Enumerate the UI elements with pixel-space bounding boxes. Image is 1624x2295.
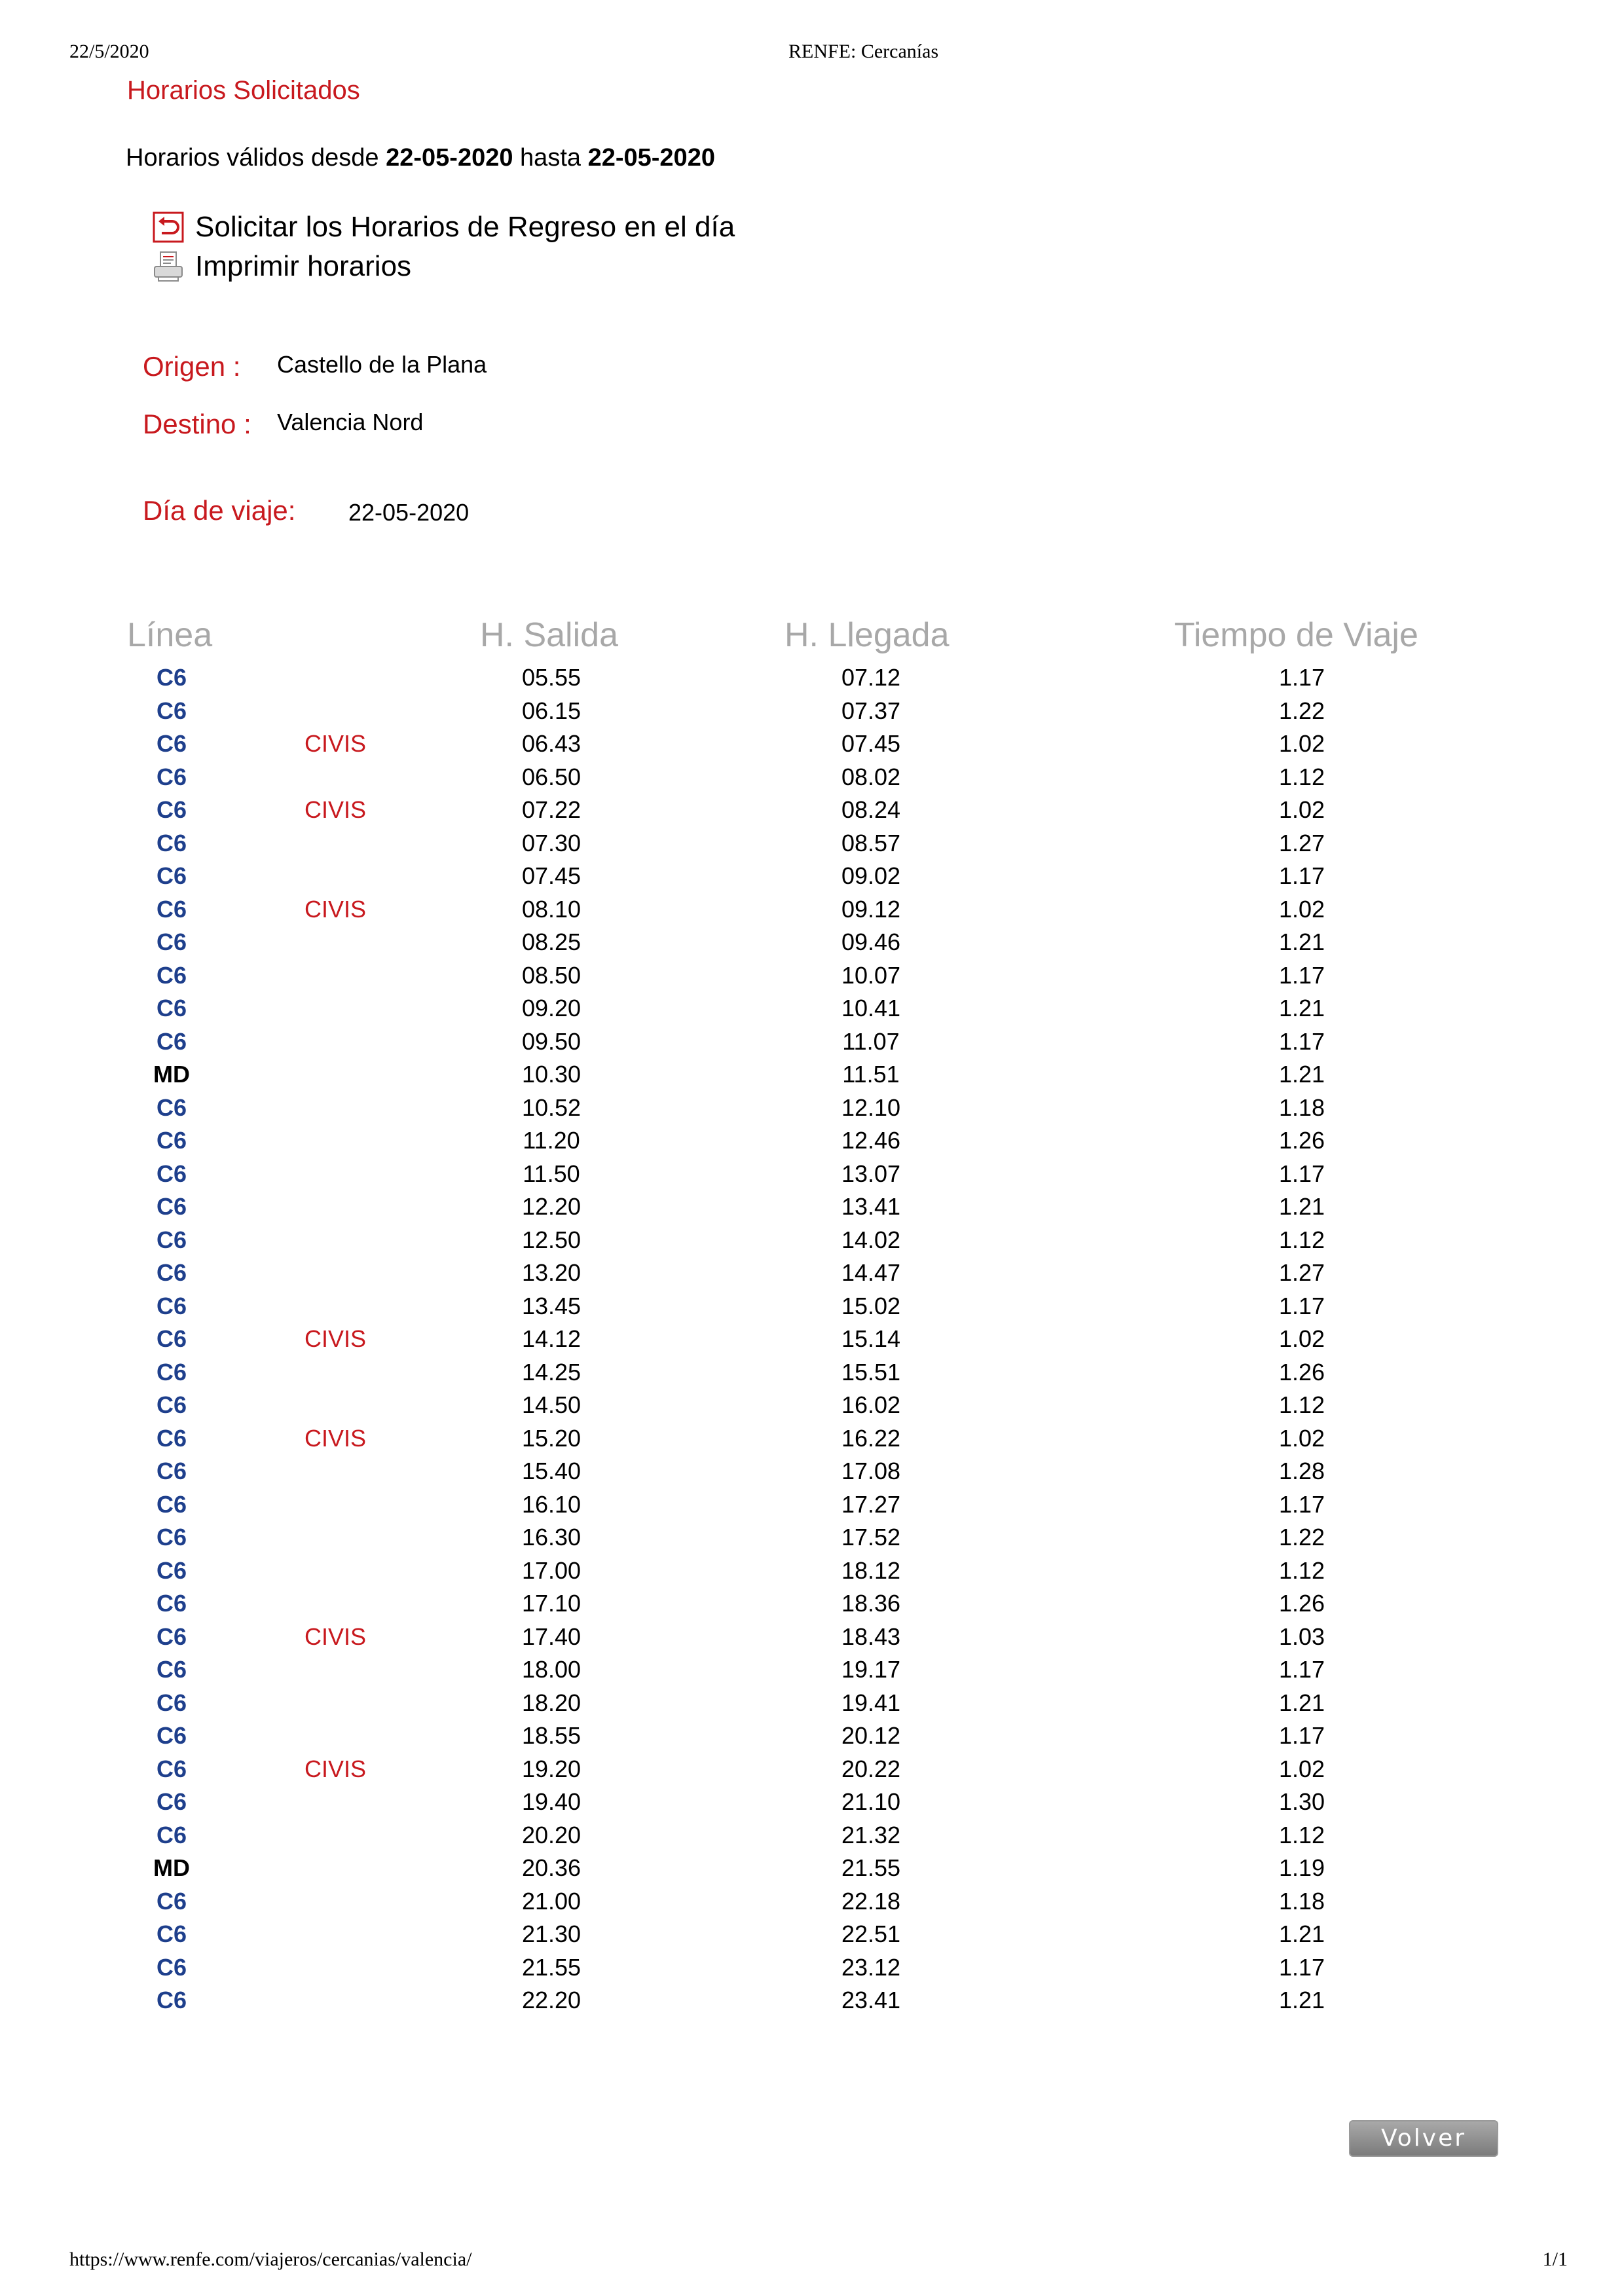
- arrival-time: 09.46: [841, 928, 901, 955]
- departure-time: 16.30: [521, 1524, 581, 1551]
- line-code: C6: [156, 1424, 187, 1452]
- table-row: [0, 761, 1624, 794]
- arrival-time: 14.47: [841, 1259, 901, 1286]
- departure-time: 06.15: [521, 697, 581, 724]
- departure-time: 20.20: [521, 1821, 581, 1848]
- travel-time: 1.12: [1278, 763, 1325, 790]
- line-code: C6: [156, 1458, 187, 1484]
- line-code: C6: [156, 1093, 187, 1121]
- travel-time: 1.02: [1278, 1325, 1325, 1352]
- line-code: C6: [156, 1292, 187, 1319]
- line-code: C6: [156, 1325, 187, 1352]
- header-travel-time: Tiempo de Viaje: [1174, 616, 1418, 654]
- travel-time: 1.17: [1278, 1160, 1325, 1187]
- printer-icon: [152, 250, 185, 283]
- arrival-time: 15.02: [841, 1292, 901, 1319]
- departure-time: 20.36: [521, 1854, 581, 1881]
- line-code: MD: [153, 1854, 190, 1881]
- train-type-tag: CIVIS: [304, 730, 367, 757]
- departure-time: 14.12: [521, 1325, 581, 1352]
- arrival-time: 10.41: [841, 995, 901, 1021]
- travel-day-label: Día de viaje:: [143, 495, 296, 526]
- departure-time: 09.20: [521, 995, 581, 1021]
- arrival-time: 21.10: [841, 1788, 901, 1815]
- table-row: [0, 1918, 1624, 1951]
- line-code: C6: [156, 1987, 187, 2013]
- return-schedule-link[interactable]: [152, 211, 735, 244]
- table-row: [0, 1984, 1624, 2017]
- table-row: [0, 893, 1624, 927]
- table-row: [0, 794, 1624, 827]
- print-date: 22/5/2020: [69, 41, 149, 62]
- table-row: [0, 1190, 1624, 1224]
- line-code: C6: [156, 730, 187, 757]
- travel-time: 1.12: [1278, 1821, 1325, 1848]
- arrival-time: 08.24: [841, 796, 901, 823]
- departure-time: 09.50: [521, 1027, 581, 1055]
- line-code: C6: [156, 1920, 187, 1947]
- line-code: C6: [156, 1358, 187, 1386]
- table-row: [0, 661, 1624, 695]
- travel-time: 1.02: [1278, 796, 1325, 823]
- departure-time: 08.10: [521, 895, 581, 923]
- departure-time: 10.30: [521, 1061, 581, 1088]
- table-row: [0, 1323, 1624, 1356]
- line-code: C6: [156, 995, 187, 1021]
- print-url: https://www.renfe.com/viajeros/cercanias/valencia/: [69, 2249, 472, 2270]
- train-type-tag: CIVIS: [304, 1755, 367, 1782]
- line-code: C6: [156, 1755, 187, 1782]
- validity-middle: hasta: [520, 144, 581, 172]
- arrival-time: 19.41: [841, 1689, 901, 1716]
- travel-time: 1.26: [1278, 1358, 1325, 1386]
- table-row: [0, 1852, 1624, 1885]
- travel-time: 1.02: [1278, 1424, 1325, 1452]
- line-code: C6: [156, 664, 187, 691]
- line-code: C6: [156, 1193, 187, 1220]
- table-row: [0, 1786, 1624, 1819]
- validity-from-date: 22-05-2020: [386, 144, 513, 172]
- travel-time: 1.12: [1278, 1226, 1325, 1253]
- departure-time: 18.20: [521, 1689, 581, 1716]
- travel-time: 1.22: [1278, 1524, 1325, 1551]
- arrival-time: 13.41: [841, 1193, 901, 1220]
- travel-time: 1.19: [1278, 1854, 1325, 1881]
- table-row: [0, 926, 1624, 959]
- departure-time: 11.50: [523, 1160, 580, 1187]
- departure-time: 15.20: [521, 1424, 581, 1452]
- line-code: C6: [156, 928, 187, 955]
- table-row: [0, 727, 1624, 761]
- travel-time: 1.02: [1278, 1755, 1325, 1782]
- travel-time: 1.17: [1278, 664, 1325, 691]
- travel-time: 1.17: [1278, 1292, 1325, 1319]
- arrival-time: 20.22: [841, 1755, 901, 1782]
- travel-time: 1.17: [1278, 1656, 1325, 1683]
- table-row: [0, 1653, 1624, 1687]
- travel-time: 1.02: [1278, 895, 1325, 923]
- line-code: C6: [156, 1127, 187, 1154]
- table-row: [0, 827, 1624, 860]
- arrival-time: 18.12: [841, 1556, 901, 1584]
- arrival-time: 13.07: [841, 1160, 901, 1187]
- travel-time: 1.12: [1278, 1556, 1325, 1584]
- departure-time: 07.22: [521, 796, 581, 823]
- travel-time: 1.17: [1278, 1953, 1325, 1981]
- arrival-time: 07.45: [841, 730, 901, 757]
- travel-time: 1.21: [1278, 1920, 1325, 1947]
- line-code: C6: [156, 1953, 187, 1981]
- departure-time: 06.43: [521, 730, 581, 757]
- line-code: C6: [156, 1689, 187, 1716]
- line-code: C6: [156, 862, 187, 889]
- line-code: C6: [156, 1590, 187, 1617]
- departure-time: 08.50: [521, 961, 581, 989]
- line-code: C6: [156, 697, 187, 724]
- departure-time: 14.25: [521, 1358, 581, 1386]
- departure-time: 22.20: [521, 1987, 581, 2013]
- table-row: [0, 1356, 1624, 1389]
- origin-value: Castello de la Plana: [277, 351, 487, 378]
- page-title: Horarios Solicitados: [127, 76, 360, 105]
- departure-time: 13.45: [521, 1292, 581, 1319]
- table-row: [0, 959, 1624, 993]
- travel-time: 1.21: [1278, 928, 1325, 955]
- travel-time: 1.17: [1278, 1027, 1325, 1055]
- departure-time: 14.50: [521, 1391, 581, 1418]
- table-row: [0, 1124, 1624, 1158]
- arrival-time: 17.27: [841, 1490, 901, 1518]
- travel-time: 1.03: [1278, 1623, 1325, 1650]
- destination-value: Valencia Nord: [277, 409, 424, 435]
- arrival-time: 08.57: [841, 829, 901, 856]
- line-code: C6: [156, 1160, 187, 1187]
- line-code: C6: [156, 1887, 187, 1915]
- header-line: Línea: [127, 616, 213, 654]
- travel-time: 1.18: [1278, 1093, 1325, 1121]
- departure-time: 13.20: [521, 1259, 581, 1286]
- table-row: [0, 1257, 1624, 1290]
- table-row: [0, 1025, 1624, 1059]
- travel-time: 1.21: [1278, 1193, 1325, 1220]
- table-row: [0, 860, 1624, 893]
- table-row: [0, 695, 1624, 728]
- line-code: C6: [156, 1391, 187, 1418]
- print-page-title: RENFE: Cercanías: [788, 41, 939, 62]
- line-code: C6: [156, 1556, 187, 1584]
- line-code: C6: [156, 895, 187, 923]
- table-row: [0, 1158, 1624, 1191]
- line-code: C6: [156, 1259, 187, 1286]
- table-row: [0, 1719, 1624, 1753]
- departure-time: 07.45: [521, 862, 581, 889]
- back-button[interactable]: Volver: [1349, 2120, 1498, 2157]
- arrival-time: 07.12: [841, 664, 901, 691]
- departure-time: 12.50: [521, 1226, 581, 1253]
- table-row: [0, 1389, 1624, 1422]
- header-departure: H. Salida: [480, 616, 618, 654]
- line-code: C6: [156, 829, 187, 856]
- table-row: [0, 1951, 1624, 1985]
- arrival-time: 11.07: [842, 1027, 900, 1055]
- departure-time: 17.00: [521, 1556, 581, 1584]
- train-type-tag: CIVIS: [304, 796, 367, 823]
- table-row: [0, 1488, 1624, 1522]
- line-code: C6: [156, 961, 187, 989]
- line-code: C6: [156, 1490, 187, 1518]
- departure-time: 18.00: [521, 1656, 581, 1683]
- departure-time: 18.55: [521, 1722, 581, 1749]
- arrival-time: 23.41: [841, 1987, 901, 2013]
- travel-time: 1.17: [1278, 862, 1325, 889]
- departure-time: 21.30: [521, 1920, 581, 1947]
- departure-time: 19.20: [521, 1755, 581, 1782]
- travel-time: 1.17: [1278, 961, 1325, 989]
- train-type-tag: CIVIS: [304, 1325, 367, 1352]
- table-row: [0, 1753, 1624, 1786]
- table-row: [0, 1290, 1624, 1323]
- line-code: C6: [156, 1623, 187, 1650]
- arrival-time: 16.22: [841, 1424, 901, 1452]
- travel-time: 1.26: [1278, 1590, 1325, 1617]
- travel-time: 1.21: [1278, 1987, 1325, 2013]
- departure-time: 16.10: [521, 1490, 581, 1518]
- timetable-body: [0, 661, 1624, 2017]
- arrival-time: 18.36: [841, 1590, 901, 1617]
- line-code: C6: [156, 1722, 187, 1749]
- travel-day-value: 22-05-2020: [348, 499, 470, 526]
- return-arrow-icon: [152, 211, 185, 244]
- departure-time: 06.50: [521, 763, 581, 790]
- print-schedule-label: Imprimir horarios: [195, 250, 412, 282]
- table-row: [0, 1058, 1624, 1092]
- header-arrival: H. Llegada: [784, 616, 950, 654]
- travel-time: 1.28: [1278, 1458, 1325, 1484]
- line-code: C6: [156, 1524, 187, 1551]
- departure-time: 12.20: [521, 1193, 581, 1220]
- arrival-time: 19.17: [841, 1656, 901, 1683]
- travel-time: 1.02: [1278, 730, 1325, 757]
- travel-time: 1.21: [1278, 1689, 1325, 1716]
- arrival-time: 12.10: [841, 1093, 901, 1121]
- departure-time: 17.40: [521, 1623, 581, 1650]
- arrival-time: 12.46: [841, 1127, 901, 1154]
- line-code: C6: [156, 1027, 187, 1055]
- destination-label: Destino :: [143, 409, 251, 439]
- table-row: [0, 1687, 1624, 1720]
- return-schedule-label: Solicitar los Horarios de Regreso en el día: [195, 211, 735, 243]
- table-row: [0, 1819, 1624, 1852]
- travel-time: 1.18: [1278, 1887, 1325, 1915]
- departure-time: 21.00: [521, 1887, 581, 1915]
- table-row: [0, 1521, 1624, 1554]
- table-row: [0, 1587, 1624, 1621]
- departure-time: 15.40: [521, 1458, 581, 1484]
- travel-time: 1.27: [1278, 829, 1325, 856]
- line-code: C6: [156, 763, 187, 790]
- travel-time: 1.17: [1278, 1722, 1325, 1749]
- arrival-time: 14.02: [841, 1226, 901, 1253]
- arrival-time: 17.08: [841, 1458, 901, 1484]
- departure-time: 08.25: [521, 928, 581, 955]
- departure-time: 11.20: [523, 1127, 580, 1154]
- arrival-time: 21.32: [841, 1821, 901, 1848]
- departure-time: 05.55: [521, 664, 581, 691]
- arrival-time: 18.43: [841, 1623, 901, 1650]
- validity-line: [126, 144, 715, 172]
- arrival-time: 23.12: [841, 1953, 901, 1981]
- travel-time: 1.27: [1278, 1259, 1325, 1286]
- arrival-time: 10.07: [841, 961, 901, 989]
- table-row: [0, 1621, 1624, 1654]
- travel-time: 1.30: [1278, 1788, 1325, 1815]
- train-type-tag: CIVIS: [304, 895, 367, 923]
- table-row: [0, 992, 1624, 1025]
- table-row: [0, 1554, 1624, 1588]
- travel-time: 1.22: [1278, 697, 1325, 724]
- arrival-time: 22.18: [841, 1887, 901, 1915]
- travel-time: 1.21: [1278, 1061, 1325, 1088]
- print-page-number: 1/1: [1542, 2249, 1568, 2270]
- travel-time: 1.17: [1278, 1490, 1325, 1518]
- arrival-time: 16.02: [841, 1391, 901, 1418]
- line-code: C6: [156, 1656, 187, 1683]
- arrival-time: 22.51: [841, 1920, 901, 1947]
- arrival-time: 07.37: [841, 697, 901, 724]
- departure-time: 17.10: [521, 1590, 581, 1617]
- departure-time: 10.52: [521, 1093, 581, 1121]
- arrival-time: 11.51: [842, 1061, 900, 1088]
- departure-time: 19.40: [521, 1788, 581, 1815]
- arrival-time: 17.52: [841, 1524, 901, 1551]
- arrival-time: 20.12: [841, 1722, 901, 1749]
- travel-time: 1.12: [1278, 1391, 1325, 1418]
- table-row: [0, 1224, 1624, 1257]
- line-code: C6: [156, 1788, 187, 1815]
- line-code: C6: [156, 1821, 187, 1848]
- arrival-time: 15.14: [841, 1325, 901, 1352]
- validity-prefix: Horarios válidos desde: [126, 144, 379, 172]
- table-row: [0, 1885, 1624, 1919]
- line-code: C6: [156, 1226, 187, 1253]
- table-row: [0, 1422, 1624, 1456]
- travel-time: 1.21: [1278, 995, 1325, 1021]
- arrival-time: 08.02: [841, 763, 901, 790]
- arrival-time: 21.55: [841, 1854, 901, 1881]
- travel-time: 1.26: [1278, 1127, 1325, 1154]
- print-schedule-link[interactable]: [152, 250, 411, 283]
- table-row: [0, 1455, 1624, 1488]
- line-code: MD: [153, 1061, 190, 1088]
- departure-time: 07.30: [521, 829, 581, 856]
- arrival-time: 09.02: [841, 862, 901, 889]
- arrival-time: 15.51: [841, 1358, 901, 1386]
- train-type-tag: CIVIS: [304, 1424, 367, 1452]
- table-row: [0, 1092, 1624, 1125]
- origin-label: Origen :: [143, 351, 241, 382]
- departure-time: 21.55: [521, 1953, 581, 1981]
- validity-to-date: 22-05-2020: [587, 144, 715, 172]
- arrival-time: 09.12: [841, 895, 901, 923]
- line-code: C6: [156, 796, 187, 823]
- train-type-tag: CIVIS: [304, 1623, 367, 1650]
